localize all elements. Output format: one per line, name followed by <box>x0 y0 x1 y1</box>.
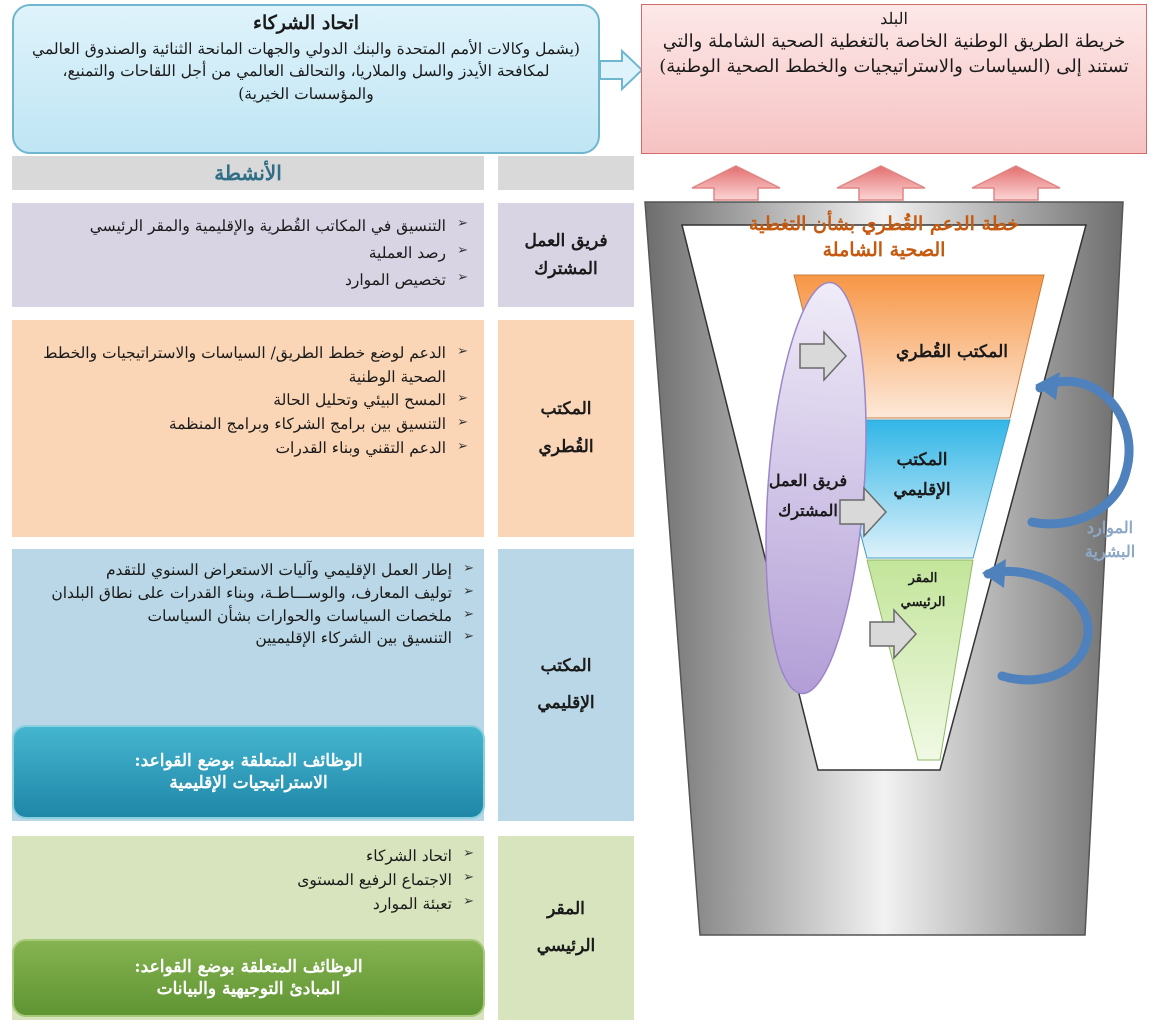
func-line: الاستراتيجيات الإقليمية <box>169 773 328 793</box>
regional-office-label <box>498 549 634 821</box>
list-item: ➢ إطار العمل الإقليمي وآليات الاستعراض السنوي للتقدم <box>16 559 474 582</box>
label-line: المكتب <box>540 399 592 420</box>
country-title: البلد <box>880 9 908 28</box>
list-item: ➢ التنسيق بين برامج الشركاء وبرامج المنظمة <box>20 413 468 437</box>
funnel-country-office: المكتب القُطري <box>896 342 1008 362</box>
label-line: فريق العمل <box>524 230 608 251</box>
list-item: ➢ الاجتماع الرفيع المستوى <box>20 868 474 892</box>
label-line: الرئيسي <box>536 936 596 956</box>
funnel-title: الصحية الشاملة <box>822 239 946 261</box>
list-item: ➢ التنسيق بين الشركاء الإقليميين <box>16 627 474 650</box>
arrow-right-icon <box>596 48 646 92</box>
funnel-headquarters: الرئيسي <box>900 595 946 610</box>
label-line: الإقليمي <box>537 693 595 713</box>
hq-normative-functions <box>12 939 485 1017</box>
list-item: ➢ رصد العملية <box>20 240 468 267</box>
joint-team-activities <box>12 203 484 307</box>
funnel-regional-office: الإقليمي <box>893 480 951 500</box>
country-office-activities <box>12 320 484 537</box>
list-item: ➢ ملخصات السياسات والحوارات بشأن السياسات <box>16 605 474 628</box>
country-box <box>641 4 1147 154</box>
partners-description: (يشمل وكالات الأمم المتحدة والبنك الدولي والجهات المانحة الثنائية والصندوق العالمي لمكافحة الأيدز والسل والملاريا، والتحالف العالمي من أجل اللقاحات والتمنيع، والمؤسسات الخيرية) <box>32 40 580 103</box>
list-item: ➢ توليف المعارف، والوســـاطـة، وبناء القدرات على نطاق البلدان <box>16 582 474 605</box>
label-line: المقر <box>547 898 585 919</box>
list-item: ➢ المسح البيئي وتحليل الحالة <box>20 389 468 413</box>
list-item: ➢ الدعم لوضع خطط الطريق/ السياسات والاستراتيجيات والخطط الصحية الوطنية <box>20 342 468 389</box>
joint-team-label <box>498 203 634 307</box>
funnel-joint-team: فريق العمل <box>768 471 848 490</box>
list-item: ➢ اتحاد الشركاء <box>20 844 474 868</box>
partners-box <box>12 4 600 154</box>
list-item: ➢ تخصيص الموارد <box>20 267 468 294</box>
func-line: المبادئ التوجيهية والبيانات <box>156 979 341 999</box>
up-arrow-icon <box>972 166 1060 200</box>
headquarters-label <box>498 836 634 1020</box>
list-item: ➢ التنسيق في المكاتب القُطرية والإقليمية والمقر الرئيسي <box>20 213 468 240</box>
country-description: خريطة الطريق الوطنية الخاصة بالتغطية الصحية الشاملة والتي تستند إلى (السياسات والاستراتيجيات والخطط الصحية الوطنية) <box>659 31 1129 77</box>
unit-header <box>498 156 634 190</box>
partners-title: اتحاد الشركاء <box>253 12 359 34</box>
human-resources-label: الموارد <box>1086 518 1134 537</box>
list-item: ➢ تعبئة الموارد <box>20 892 474 916</box>
funnel-joint-team: المشترك <box>778 501 838 520</box>
funnel-diagram <box>640 160 1155 1020</box>
func-line: الوظائف المتعلقة بوضع القواعد: <box>134 750 363 771</box>
up-arrow-icon <box>837 166 925 200</box>
label-line: المكتب <box>540 655 592 676</box>
funnel-headquarters: المقر <box>908 571 938 586</box>
human-resources-label: البشرية <box>1084 542 1136 561</box>
label-line: المشترك <box>534 259 598 279</box>
activities-header: الأنشطة <box>12 156 484 190</box>
funnel-title: خطة الدعم القُطري بشأن التغطية <box>748 213 1020 235</box>
country-office-label <box>498 320 634 537</box>
list-item: ➢ الدعم التقني وبناء القدرات <box>20 437 468 461</box>
regional-normative-functions <box>12 725 485 819</box>
up-arrow-icon <box>692 166 780 200</box>
func-line: الوظائف المتعلقة بوضع القواعد: <box>134 956 363 977</box>
funnel-regional-office: المكتب <box>896 450 948 470</box>
label-line: القُطري <box>538 436 594 457</box>
